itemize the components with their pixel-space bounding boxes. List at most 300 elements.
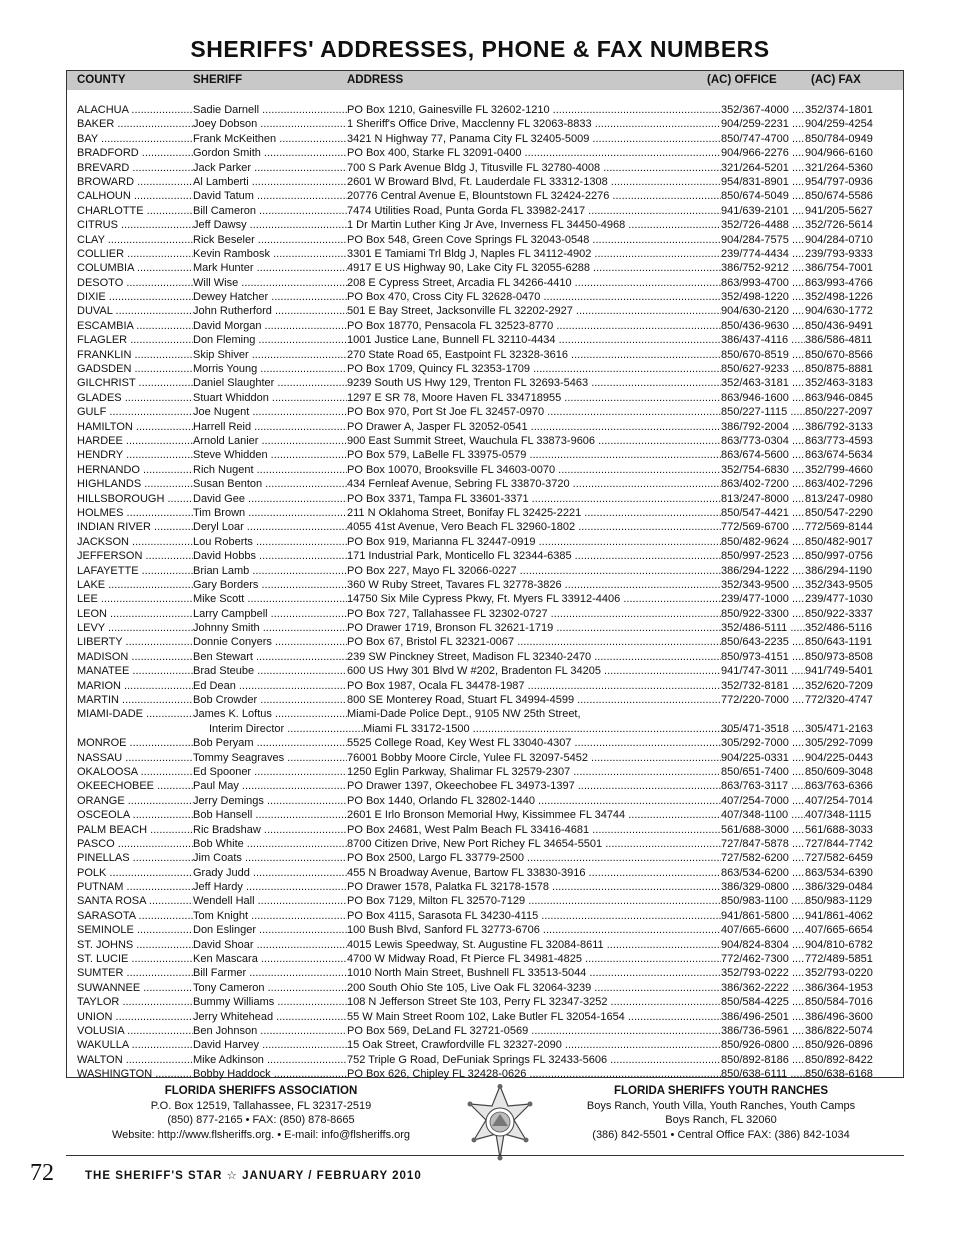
address-cell: PO Drawer 1578, Palatka FL 32178-1578 .....: [347, 880, 721, 894]
table-row: [67, 535, 903, 549]
address-cell: 4917 E US Highway 90, Lake City FL 32055-6288 .....: [347, 261, 721, 275]
county-cell: JEFFERSON .....: [77, 549, 193, 563]
office-phone-cell: 904/225-0331 .....: [721, 751, 805, 765]
address-cell: 14750 Six Mile Cypress Pkwy, Ft. Myers FL 33912-4406 .....: [347, 592, 721, 606]
address-cell: 4055 41st Avenue, Vero Beach FL 32960-1802 .....: [347, 520, 721, 534]
office-phone-cell: 772/220-7000 .....: [721, 693, 805, 707]
county-cell: LIBERTY .....: [77, 635, 193, 649]
table-body: [67, 103, 903, 1082]
county-cell: MANATEE .....: [77, 664, 193, 678]
sheriff-cell: Johnny Smith .....: [193, 621, 347, 635]
table-row: [67, 607, 903, 621]
table-row: [67, 866, 903, 880]
sheriff-cell: Wendell Hall .....: [193, 894, 347, 908]
table-row: [67, 405, 903, 419]
association-web: Website: http://www.flsheriffs.org. • E-mail: info@flsheriffs.org: [111, 1128, 411, 1141]
office-phone-cell: 321/264-5201 .....: [721, 161, 805, 175]
county-cell: ALACHUA .....: [77, 103, 193, 117]
fax-cell: 352/793-0220: [805, 967, 873, 980]
sheriff-cell: Tommy Seagraves .....: [193, 751, 347, 765]
sheriff-cell: Rick Beseler .....: [193, 233, 347, 247]
sheriff-cell: Will Wise .....: [193, 276, 347, 290]
table-row: [67, 952, 903, 966]
table-row: [67, 1038, 903, 1052]
office-phone-cell: 407/665-6600 .....: [721, 923, 805, 937]
address-cell: PO Box 4115, Sarasota FL 34230-4115 .....: [347, 909, 721, 923]
fax-cell: 305/471-2163: [805, 722, 873, 735]
ranches-address: Boys Ranch, FL 32060: [665, 1114, 777, 1126]
address-cell: 100 Bush Blvd, Sanford FL 32773-6706 .....: [347, 923, 721, 937]
sheriff-cell: James K. Loftus .....: [193, 707, 347, 721]
office-phone-cell: 386/294-1222 .....: [721, 564, 805, 578]
address-cell: 1001 Justice Lane, Bunnell FL 32110-4434 .....: [347, 333, 721, 347]
county-cell: GLADES .....: [77, 391, 193, 405]
address-cell: 211 N Oklahoma Street, Bonifay FL 32425-2221 .....: [347, 506, 721, 520]
sheriff-cell: Bobby Haddock .....: [193, 1067, 347, 1081]
table-row: [67, 880, 903, 894]
sheriff-cell: Tim Brown .....: [193, 506, 347, 520]
table-row: [67, 549, 903, 563]
table-row: [67, 578, 903, 592]
page-number: 72: [30, 1160, 54, 1186]
office-phone-cell: 904/966-2276 .....: [721, 146, 805, 160]
county-cell: OSCEOLA .....: [77, 808, 193, 822]
sheriff-cell: Steve Whidden .....: [193, 448, 347, 462]
office-phone-cell: 772/462-7300 .....: [721, 952, 805, 966]
address-cell: PO Box 919, Marianna FL 32447-0919 .....: [347, 535, 721, 549]
table-row: [67, 376, 903, 390]
address-cell: 900 East Summit Street, Wauchula FL 33873-9606 .....: [347, 434, 721, 448]
address-cell: PO Box 227, Mayo FL 32066-0227 .....: [347, 564, 721, 578]
office-phone-cell: 352/726-4488 .....: [721, 218, 805, 232]
office-phone-cell: 850/997-2523 .....: [721, 549, 805, 563]
address-cell: 1250 Eglin Parkway, Shalimar FL 32579-2307 .....: [347, 765, 721, 779]
table-row: [67, 635, 903, 649]
publication-line: THE SHERIFF'S STAR ☆ JANUARY / FEBRUARY 2010: [85, 1170, 422, 1182]
sheriff-cell: Tom Knight .....: [193, 909, 347, 923]
sheriff-cell: Bob Crowder .....: [193, 693, 347, 707]
fax-cell: 863/674-5634: [805, 449, 873, 462]
fax-cell: 904/259-4254: [805, 118, 873, 131]
header-address: ADDRESS: [347, 74, 404, 86]
office-phone-cell: 352/463-3181 .....: [721, 376, 805, 390]
office-phone-cell: 904/259-2231 .....: [721, 117, 805, 131]
office-phone-cell: 239/477-1000 .....: [721, 592, 805, 606]
sheriff-cell: Bob Peryam .....: [193, 736, 347, 750]
table-header: [67, 71, 903, 90]
fax-cell: 863/773-4593: [805, 434, 873, 447]
office-phone-cell: 239/774-4434 .....: [721, 247, 805, 261]
table-row: [67, 261, 903, 275]
address-cell: 3421 N Highway 77, Panama City FL 32405-5009 .....: [347, 132, 721, 146]
table-row: [67, 448, 903, 462]
fax-cell: 850/784-0949: [805, 132, 873, 145]
footer: [66, 1084, 904, 1154]
office-phone-cell: 352/343-9500 .....: [721, 578, 805, 592]
county-cell: WALTON .....: [77, 1053, 193, 1067]
table-row: [67, 736, 903, 750]
table-row: [67, 290, 903, 304]
fax-cell: 904/284-0710: [805, 233, 873, 246]
ranches-heading: FLORIDA SHERIFFS YOUTH RANCHES: [613, 1085, 829, 1097]
table-row: [67, 722, 903, 736]
county-cell: DIXIE .....: [77, 290, 193, 304]
county-cell: GILCHRIST .....: [77, 376, 193, 390]
fax-cell: 850/547-2290: [805, 506, 873, 519]
page-title: SHERIFFS' ADDRESSES, PHONE & FAX NUMBERS: [190, 36, 770, 62]
office-phone-cell: 813/247-8000 .....: [721, 492, 805, 506]
footer-youth-ranches: [546, 1084, 896, 1142]
county-cell: OKEECHOBEE .....: [77, 779, 193, 793]
county-cell: LAKE .....: [77, 578, 193, 592]
county-cell: PUTNAM .....: [77, 880, 193, 894]
address-cell: 270 State Road 65, Eastpoint FL 32328-3616 .....: [347, 348, 721, 362]
fax-cell: 850/926-0896: [805, 1039, 873, 1052]
table-row: [67, 304, 903, 318]
fax-cell: 239/793-9333: [805, 247, 873, 260]
address-cell: 3301 E Tamiami Trl Bldg J, Naples FL 34112-4902 .....: [347, 247, 721, 261]
fax-cell: 352/374-1801: [805, 104, 873, 116]
address-cell: PO Box 579, LaBelle FL 33975-0579 .....: [347, 448, 721, 462]
fax-cell: 850/670-8566: [805, 348, 873, 361]
fax-cell: 850/638-6168: [805, 1068, 873, 1081]
sheriff-cell: Al Lamberti .....: [193, 175, 347, 189]
table-row: [67, 362, 903, 376]
office-phone-cell: 863/534-6200 .....: [721, 866, 805, 880]
fax-cell: 321/264-5360: [805, 161, 873, 174]
table-row: [67, 477, 903, 491]
sheriffs-table: [66, 70, 904, 1081]
fax-cell: 941/205-5627: [805, 204, 873, 217]
fax-cell: 850/227-2097: [805, 406, 873, 419]
office-phone-cell: 352/793-0222 .....: [721, 966, 805, 980]
address-cell: 2601 E Irlo Bronson Memorial Hwy, Kissimmee FL 34744 .....: [347, 808, 721, 822]
fax-cell: 850/983-1129: [805, 895, 873, 908]
fax-cell: 904/810-6782: [805, 938, 873, 951]
table-row: [67, 117, 903, 131]
county-cell: SARASOTA .....: [77, 909, 193, 923]
fax-cell: 352/726-5614: [805, 219, 873, 232]
table-row: [67, 463, 903, 477]
office-phone-cell: 863/993-4700 .....: [721, 276, 805, 290]
address-cell: PO Box 7129, Milton FL 32570-7129 .....: [347, 894, 721, 908]
office-phone-cell: 850/547-4421 .....: [721, 506, 805, 520]
office-phone-cell: 352/754-6830 .....: [721, 463, 805, 477]
office-phone-cell: 407/348-1100 .....: [721, 808, 805, 822]
county-cell: HERNANDO .....: [77, 463, 193, 477]
header-office: (AC) OFFICE: [707, 74, 777, 86]
office-phone-cell: 352/367-4000 .....: [721, 103, 805, 117]
sheriff-cell: David Shoar .....: [193, 938, 347, 952]
office-phone-cell: 904/630-2120 .....: [721, 304, 805, 318]
table-row: [67, 103, 903, 117]
address-cell: PO Box 10070, Brooksville FL 34603-0070 .....: [347, 463, 721, 477]
county-cell: GULF .....: [77, 405, 193, 419]
address-cell: 1 Sheriff's Office Drive, Macclenny FL 32063-8833 .....: [347, 117, 721, 131]
office-phone-cell: 850/922-3300 .....: [721, 607, 805, 621]
county-cell: GADSDEN .....: [77, 362, 193, 376]
sheriff-cell: Ben Johnson .....: [193, 1024, 347, 1038]
county-cell: ESCAMBIA .....: [77, 319, 193, 333]
sheriff-cell: Gary Borders .....: [193, 578, 347, 592]
sheriff-cell: Joey Dobson .....: [193, 117, 347, 131]
office-phone-cell: 386/496-2501 .....: [721, 1010, 805, 1024]
address-cell: 1297 E SR 78, Moore Haven FL 334718955 .....: [347, 391, 721, 405]
sheriff-cell: Arnold Lanier .....: [193, 434, 347, 448]
fax-cell: 407/254-7014: [805, 794, 873, 807]
address-cell: PO Box 569, DeLand FL 32721-0569 .....: [347, 1024, 721, 1038]
address-cell: PO Box 470, Cross City FL 32628-0470 .....: [347, 290, 721, 304]
fax-cell: 954/797-0936: [805, 175, 873, 188]
county-cell: WAKULLA .....: [77, 1038, 193, 1052]
fax-cell: 407/665-6654: [805, 924, 873, 937]
county-cell: BAKER .....: [77, 117, 193, 131]
address-cell: 20776 Central Avenue E, Blountstown FL 32424-2276 .....: [347, 189, 721, 203]
county-cell: HENDRY .....: [77, 448, 193, 462]
sheriff-cell: Don Eslinger .....: [193, 923, 347, 937]
fax-cell: 850/892-8422: [805, 1053, 873, 1066]
table-row: [67, 995, 903, 1009]
county-cell: MADISON .....: [77, 650, 193, 664]
table-row: [67, 938, 903, 952]
sheriff-star-badge-icon: [464, 1084, 536, 1162]
sheriff-cell: Skip Shiver .....: [193, 348, 347, 362]
table-row: [67, 520, 903, 534]
sheriff-cell: Daniel Slaughter .....: [193, 376, 347, 390]
office-phone-cell: 850/892-8186 .....: [721, 1053, 805, 1067]
table-row: [67, 161, 903, 175]
address-cell: Miami FL 33172-1500 .....: [347, 722, 737, 736]
table-row: [67, 1024, 903, 1038]
address-cell: PO Box 1440, Orlando FL 32802-1440 .....: [347, 794, 721, 808]
office-phone-cell: 850/638-6111 .....: [721, 1067, 805, 1081]
sheriff-cell: Morris Young .....: [193, 362, 347, 376]
sheriff-cell: David Morgan .....: [193, 319, 347, 333]
address-cell: 5525 College Road, Key West FL 33040-4307 .....: [347, 736, 721, 750]
table-row: [67, 420, 903, 434]
fax-cell: 850/643-1191: [805, 636, 873, 649]
table-row: [67, 837, 903, 851]
county-cell: POLK .....: [77, 866, 193, 880]
county-cell: NASSAU .....: [77, 751, 193, 765]
county-cell: PALM BEACH .....: [77, 823, 193, 837]
fax-cell: 352/799-4660: [805, 463, 873, 476]
office-phone-cell: 954/831-8901 .....: [721, 175, 805, 189]
table-row: [67, 794, 903, 808]
address-cell: 800 SE Monterey Road, Stuart FL 34994-4599 .....: [347, 693, 721, 707]
office-phone-cell: 863/402-7200 .....: [721, 477, 805, 491]
fax-cell: 850/997-0756: [805, 550, 873, 563]
office-phone-cell: 352/486-5111 .....: [721, 621, 805, 635]
address-cell: 55 W Main Street Room 102, Lake Butler FL 32054-1654 .....: [347, 1010, 721, 1024]
county-cell: SUMTER .....: [77, 966, 193, 980]
county-cell: MONROE .....: [77, 736, 193, 750]
county-cell: DESOTO .....: [77, 276, 193, 290]
office-phone-cell: 850/926-0800 .....: [721, 1038, 805, 1052]
fax-cell: 352/463-3183: [805, 377, 873, 390]
county-cell: MIAMI-DADE .....: [77, 707, 193, 721]
fax-cell: 863/534-6390: [805, 866, 873, 879]
table-row: [67, 434, 903, 448]
address-cell: PO Box 400, Starke FL 32091-0400 .....: [347, 146, 721, 160]
ranches-programs: Boys Ranch, Youth Villa, Youth Ranches, Youth Camps: [586, 1099, 856, 1112]
address-cell: PO Drawer 1397, Okeechobee FL 34973-1397 .....: [347, 779, 721, 793]
county-cell: ORANGE .....: [77, 794, 193, 808]
table-row: [67, 779, 903, 793]
office-phone-cell: 850/227-1115 .....: [721, 405, 805, 419]
office-phone-cell: 386/437-4116 .....: [721, 333, 805, 347]
sheriff-cell: David Hobbs .....: [193, 549, 347, 563]
sheriff-cell: Deryl Loar .....: [193, 520, 347, 534]
fax-cell: 727/844-7742: [805, 837, 873, 850]
sheriff-cell: Gordon Smith .....: [193, 146, 347, 160]
office-phone-cell: 561/688-3000 .....: [721, 823, 805, 837]
sheriff-cell: Larry Campbell .....: [193, 607, 347, 621]
address-cell: PO Drawer 1719, Bronson FL 32621-1719 .....: [347, 621, 721, 635]
sheriff-cell: Grady Judd .....: [193, 866, 347, 880]
fax-cell: 386/294-1190: [805, 564, 873, 577]
address-cell: 752 Triple G Road, DeFuniak Springs FL 32433-5606 .....: [347, 1053, 721, 1067]
fax-cell: 386/822-5074: [805, 1025, 873, 1037]
county-cell: OKALOOSA .....: [77, 765, 193, 779]
sheriff-cell: Jerry Demings .....: [193, 794, 347, 808]
county-cell: BAY .....: [77, 132, 193, 146]
address-cell: 700 S Park Avenue Bldg J, Titusville FL 32780-4008 .....: [347, 161, 721, 175]
footer-association: [76, 1084, 446, 1142]
address-cell: 239 SW Pinckney Street, Madison FL 32340-2470 .....: [347, 650, 721, 664]
table-row: [67, 909, 903, 923]
office-phone-cell: 863/946-1600 .....: [721, 391, 805, 405]
address-cell: 501 E Bay Street, Jacksonville FL 32202-2927 .....: [347, 304, 721, 318]
table-row: [67, 693, 903, 707]
office-phone-cell: 850/651-7400 .....: [721, 765, 805, 779]
fax-cell: 386/586-4811: [805, 334, 873, 347]
fax-cell: 941/861-4062: [805, 909, 873, 922]
table-row: [67, 319, 903, 333]
table-row: [67, 923, 903, 937]
sheriff-cell: Bummy Williams .....: [193, 995, 347, 1009]
office-phone-cell: 850/983-1100 .....: [721, 894, 805, 908]
county-cell: FLAGLER .....: [77, 333, 193, 347]
sheriff-cell: Donnie Conyers .....: [193, 635, 347, 649]
county-cell: UNION .....: [77, 1010, 193, 1024]
office-phone-cell: 863/763-3117 .....: [721, 779, 805, 793]
sheriff-cell: Sadie Darnell .....: [193, 103, 347, 117]
office-phone-cell: 850/482-9624 .....: [721, 535, 805, 549]
county-cell: BREVARD .....: [77, 161, 193, 175]
office-phone-cell: 386/329-0800 .....: [721, 880, 805, 894]
table-row: [67, 707, 903, 721]
address-cell: 4015 Lewis Speedway, St. Augustine FL 32084-8611 .....: [347, 938, 721, 952]
fax-cell: 386/364-1953: [805, 981, 873, 994]
sheriff-cell: Ed Dean .....: [193, 679, 347, 693]
table-row: [67, 621, 903, 635]
fax-cell: 904/630-1772: [805, 305, 873, 318]
sheriff-cell: Kevin Rambosk .....: [193, 247, 347, 261]
county-cell: BROWARD .....: [77, 175, 193, 189]
table-row: [67, 1010, 903, 1024]
sheriff-cell: Bob White .....: [193, 837, 347, 851]
header-fax: (AC) FAX: [811, 74, 861, 86]
county-cell: WASHINGTON .....: [77, 1067, 193, 1081]
office-phone-cell: 850/674-5049 .....: [721, 189, 805, 203]
county-cell: MARTIN .....: [77, 693, 193, 707]
county-cell: SANTA ROSA .....: [77, 894, 193, 908]
fax-cell: 352/498-1226: [805, 291, 873, 304]
office-phone-cell: 850/973-4151 .....: [721, 650, 805, 664]
fax-cell: 850/674-5586: [805, 190, 873, 203]
county-cell: COLUMBIA .....: [77, 261, 193, 275]
address-cell: 4700 W Midway Road, Ft Pierce FL 34981-4825 .....: [347, 952, 721, 966]
address-cell: PO Box 2500, Largo FL 33779-2500 .....: [347, 851, 721, 865]
sheriff-cell: Ken Mascara .....: [193, 952, 347, 966]
fax-cell: 850/875-8881: [805, 363, 873, 376]
county-cell: CLAY .....: [77, 233, 193, 247]
table-row: [67, 808, 903, 822]
office-phone-cell: 850/747-4700 .....: [721, 132, 805, 146]
table-row: [67, 1067, 903, 1081]
county-cell: JACKSON .....: [77, 535, 193, 549]
office-phone-cell: 863/674-5600 .....: [721, 448, 805, 462]
sheriff-cell: David Tatum .....: [193, 189, 347, 203]
sheriff-cell: Tony Cameron .....: [193, 981, 347, 995]
ranches-phone: (386) 842-5501 • Central Office FAX: (386) 842-1034: [592, 1128, 850, 1141]
address-cell: 9239 South US Hwy 129, Trenton FL 32693-5463 .....: [347, 376, 721, 390]
office-phone-cell: 305/471-3518 .....: [721, 722, 805, 736]
sheriff-cell: Don Fleming .....: [193, 333, 347, 347]
table-row: [67, 1053, 903, 1067]
fax-cell: 352/343-9505: [805, 578, 873, 591]
address-cell: PO Box 18770, Pensacola FL 32523-8770 .....: [347, 319, 721, 333]
office-phone-cell: 305/292-7000 .....: [721, 736, 805, 750]
office-phone-cell: 850/670-8519 .....: [721, 348, 805, 362]
fax-cell: 850/609-3048: [805, 765, 873, 778]
table-row: [67, 506, 903, 520]
sheriff-cell: Susan Benton .....: [193, 477, 347, 491]
sheriff-cell: David Gee .....: [193, 492, 347, 506]
fax-cell: 850/584-7016: [805, 996, 873, 1009]
county-cell: LEE .....: [77, 592, 193, 606]
sheriff-cell: Bill Farmer .....: [193, 966, 347, 980]
county-cell: DUVAL .....: [77, 304, 193, 318]
office-phone-cell: 850/436-9630 .....: [721, 319, 805, 333]
address-cell: PO Box 1709, Quincy FL 32353-1709 .....: [347, 362, 721, 376]
table-row: [67, 664, 903, 678]
fax-cell: 772/320-4747: [805, 694, 873, 707]
fax-cell: 352/486-5116: [805, 622, 873, 635]
table-row: [67, 564, 903, 578]
address-cell: 600 US Hwy 301 Blvd W #202, Bradenton FL 34205 .....: [347, 664, 721, 678]
header-county: COUNTY: [77, 74, 126, 86]
county-cell: SUWANNEE .....: [77, 981, 193, 995]
header-sheriff: SHERIFF: [193, 74, 243, 86]
table-row: [67, 751, 903, 765]
office-phone-cell: 941/639-2101 .....: [721, 204, 805, 218]
table-row: [67, 981, 903, 995]
address-cell: 15 Oak Street, Crawfordville FL 32327-2090 .....: [347, 1038, 721, 1052]
county-cell: HILLSBOROUGH .....: [77, 492, 193, 506]
address-cell: 108 N Jefferson Street Ste 103, Perry FL 32347-3252 .....: [347, 995, 721, 1009]
county-cell: PINELLAS .....: [77, 851, 193, 865]
county-cell: HOLMES .....: [77, 506, 193, 520]
table-row: [67, 851, 903, 865]
fax-cell: 772/489-5851: [805, 953, 873, 966]
address-cell: 2601 W Broward Blvd, Ft. Lauderdale FL 33312-1308 .....: [347, 175, 721, 189]
table-row: [67, 492, 903, 506]
office-phone-cell: 386/736-5961 .....: [721, 1024, 805, 1038]
office-phone-cell: 850/643-2235 .....: [721, 635, 805, 649]
association-phone: (850) 877-2165 • FAX: (850) 878-8665: [167, 1114, 355, 1126]
